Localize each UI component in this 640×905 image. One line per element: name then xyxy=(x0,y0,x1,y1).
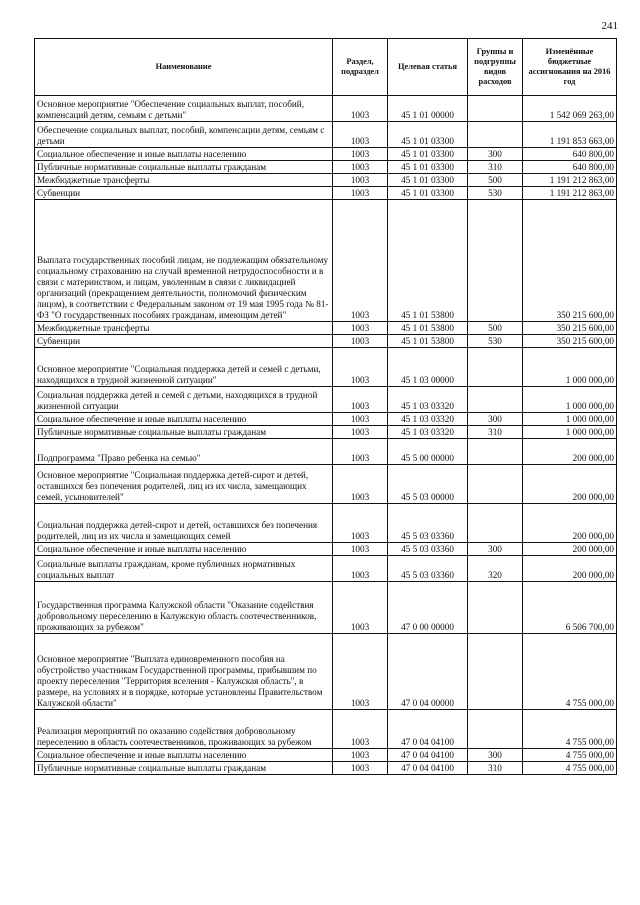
row-section-cell: 1003 xyxy=(333,148,388,161)
header-name: Наименование xyxy=(35,39,333,96)
row-article-cell: 45 1 01 03300 xyxy=(388,161,468,174)
row-section-cell: 1003 xyxy=(333,413,388,426)
row-name-cell: Социальная поддержка детей и семей с детьми, находящихся в трудной жизненной ситуации xyxy=(35,387,333,413)
table-row xyxy=(35,504,617,543)
row-article-cell: 45 5 03 03360 xyxy=(388,504,468,543)
row-section-cell: 1003 xyxy=(333,322,388,335)
row-section-cell: 1003 xyxy=(333,762,388,775)
row-article-cell: 45 1 01 03300 xyxy=(388,148,468,161)
row-name-cell: Публичные нормативные социальные выплаты гражданам xyxy=(35,762,333,775)
row-article-cell: 45 5 03 00000 xyxy=(388,465,468,504)
row-name-cell: Межбюджетные трансферты xyxy=(35,174,333,187)
row-name-cell: Выплата государственных пособий лицам, не подлежащим обязательному социальному страхованию на случай временной нетрудоспособности и в связи с материнством, и лицам, уволенным в связи с ликвидацией организаций (прекращением деятельности, полномочий физическим лицом), в соответствии с Федеральным законом от 19 мая 1995 года № 81-ФЗ "О государственных пособиях гражданам, имеющим детей" xyxy=(35,200,333,322)
row-section-cell: 1003 xyxy=(333,634,388,710)
row-article-cell: 45 1 01 00000 xyxy=(388,96,468,122)
row-section-cell: 1003 xyxy=(333,749,388,762)
row-section-cell: 1003 xyxy=(333,465,388,504)
header-article: Целевая статья xyxy=(388,39,468,96)
row-group-cell xyxy=(468,122,523,148)
row-amount-cell: 350 215 600,00 xyxy=(523,200,617,322)
row-amount-cell: 640 800,00 xyxy=(523,161,617,174)
row-name-cell: Обеспечение социальных выплат, пособий, компенсации детям, семьям с детьми xyxy=(35,122,333,148)
row-group-cell: 530 xyxy=(468,335,523,348)
row-name-cell: Основное мероприятие "Обеспечение социальных выплат, пособий, компенсаций детям, семьям с детьми" xyxy=(35,96,333,122)
row-group-cell xyxy=(468,634,523,710)
row-name-cell: Социальное обеспечение и иные выплаты населению xyxy=(35,749,333,762)
row-section-cell: 1003 xyxy=(333,504,388,543)
table-row xyxy=(35,187,617,200)
row-amount-cell: 1 000 000,00 xyxy=(523,426,617,439)
row-section-cell: 1003 xyxy=(333,200,388,322)
row-amount-cell: 1 542 069 263,00 xyxy=(523,96,617,122)
table-row xyxy=(35,413,617,426)
row-name-cell: Подпрограмма "Право ребенка на семью" xyxy=(35,439,333,465)
row-amount-cell: 4 755 000,00 xyxy=(523,749,617,762)
row-group-cell: 300 xyxy=(468,543,523,556)
row-article-cell: 45 1 01 53800 xyxy=(388,200,468,322)
row-group-cell xyxy=(468,439,523,465)
row-name-cell: Реализация мероприятий по оказанию содействия добровольному переселению в область соотечественников, проживающих за рубежом xyxy=(35,710,333,749)
table-row xyxy=(35,634,617,710)
row-section-cell: 1003 xyxy=(333,543,388,556)
row-group-cell: 300 xyxy=(468,413,523,426)
header-section: Раздел, подраздел xyxy=(333,39,388,96)
row-group-cell: 310 xyxy=(468,426,523,439)
table-row xyxy=(35,174,617,187)
row-name-cell: Основное мероприятие "Выплата единовременного пособия на обустройство участникам Государственной программы, прибывшим по проекту переселения "Территория вселения - Калужская область", в размере, на условиях и в порядке, которые установлены Правительством Калужской области" xyxy=(35,634,333,710)
row-group-cell xyxy=(468,504,523,543)
row-name-cell: Субвенции xyxy=(35,187,333,200)
row-name-cell: Публичные нормативные социальные выплаты гражданам xyxy=(35,161,333,174)
row-amount-cell: 6 506 700,00 xyxy=(523,582,617,634)
row-article-cell: 45 1 01 53800 xyxy=(388,322,468,335)
row-article-cell: 47 0 04 04100 xyxy=(388,749,468,762)
table-row xyxy=(35,200,617,322)
row-name-cell: Межбюджетные трансферты xyxy=(35,322,333,335)
row-amount-cell: 200 000,00 xyxy=(523,543,617,556)
row-article-cell: 45 1 01 03300 xyxy=(388,122,468,148)
row-article-cell: 45 1 01 03300 xyxy=(388,174,468,187)
row-article-cell: 45 1 03 03320 xyxy=(388,426,468,439)
row-name-cell: Социальная поддержка детей-сирот и детей, оставшихся без попечения родителей, лиц из их числа и замещающих семей xyxy=(35,504,333,543)
row-article-cell: 45 1 03 03320 xyxy=(388,413,468,426)
row-name-cell: Государственная программа Калужской области "Оказание содействия добровольному переселению в Калужскую область соотечественников, проживающих за рубежом" xyxy=(35,582,333,634)
row-amount-cell: 200 000,00 xyxy=(523,465,617,504)
table-row xyxy=(35,96,617,122)
row-amount-cell: 4 755 000,00 xyxy=(523,762,617,775)
row-group-cell: 300 xyxy=(468,148,523,161)
row-section-cell: 1003 xyxy=(333,335,388,348)
row-amount-cell: 200 000,00 xyxy=(523,504,617,543)
row-name-cell: Социальное обеспечение и иные выплаты населению xyxy=(35,148,333,161)
row-group-cell: 300 xyxy=(468,749,523,762)
row-name-cell: Субвенции xyxy=(35,335,333,348)
row-section-cell: 1003 xyxy=(333,96,388,122)
table-row xyxy=(35,426,617,439)
budget-table xyxy=(34,38,617,775)
row-amount-cell: 200 000,00 xyxy=(523,439,617,465)
header-group: Группы и подгруппы видов расходов xyxy=(468,39,523,96)
row-amount-cell: 1 000 000,00 xyxy=(523,348,617,387)
row-group-cell xyxy=(468,96,523,122)
row-amount-cell: 1 191 212 863,00 xyxy=(523,174,617,187)
row-amount-cell: 4 755 000,00 xyxy=(523,710,617,749)
row-amount-cell: 350 215 600,00 xyxy=(523,322,617,335)
row-amount-cell: 1 000 000,00 xyxy=(523,387,617,413)
row-article-cell: 47 0 04 00000 xyxy=(388,634,468,710)
row-group-cell xyxy=(468,348,523,387)
table-row xyxy=(35,543,617,556)
row-amount-cell: 4 755 000,00 xyxy=(523,634,617,710)
table-row xyxy=(35,335,617,348)
row-section-cell: 1003 xyxy=(333,161,388,174)
row-name-cell: Публичные нормативные социальные выплаты гражданам xyxy=(35,426,333,439)
row-group-cell xyxy=(468,200,523,322)
row-amount-cell: 1 191 212 863,00 xyxy=(523,187,617,200)
table-row xyxy=(35,322,617,335)
row-name-cell: Основное мероприятие "Социальная поддержка детей и семей с детьми, находящихся в трудной жизненной ситуации" xyxy=(35,348,333,387)
row-section-cell: 1003 xyxy=(333,387,388,413)
row-section-cell: 1003 xyxy=(333,122,388,148)
row-name-cell: Социальные выплаты гражданам, кроме публичных нормативных социальных выплат xyxy=(35,556,333,582)
row-name-cell: Социальное обеспечение и иные выплаты населению xyxy=(35,413,333,426)
row-group-cell: 530 xyxy=(468,187,523,200)
table-row xyxy=(35,465,617,504)
row-section-cell: 1003 xyxy=(333,556,388,582)
table-row xyxy=(35,439,617,465)
row-article-cell: 47 0 00 00000 xyxy=(388,582,468,634)
table-row xyxy=(35,710,617,749)
table-row xyxy=(35,148,617,161)
row-name-cell: Социальное обеспечение и иные выплаты населению xyxy=(35,543,333,556)
row-group-cell xyxy=(468,387,523,413)
row-amount-cell: 350 215 600,00 xyxy=(523,335,617,348)
row-section-cell: 1003 xyxy=(333,582,388,634)
row-section-cell: 1003 xyxy=(333,174,388,187)
row-group-cell xyxy=(468,582,523,634)
row-article-cell: 45 1 03 03320 xyxy=(388,387,468,413)
table-header-row xyxy=(35,39,617,96)
table-row xyxy=(35,762,617,775)
row-name-cell: Основное мероприятие "Социальная поддержка детей-сирот и детей, оставшихся без попечения родителей, лиц из их числа, замещающих семей, усыновителей" xyxy=(35,465,333,504)
header-amount: Изменённые бюджетные ассигнования на 2016 год xyxy=(523,39,617,96)
row-group-cell xyxy=(468,710,523,749)
row-section-cell: 1003 xyxy=(333,348,388,387)
row-article-cell: 45 5 00 00000 xyxy=(388,439,468,465)
row-section-cell: 1003 xyxy=(333,187,388,200)
row-amount-cell: 640 800,00 xyxy=(523,148,617,161)
row-group-cell: 310 xyxy=(468,762,523,775)
row-group-cell xyxy=(468,465,523,504)
row-article-cell: 45 5 03 03360 xyxy=(388,556,468,582)
row-group-cell: 310 xyxy=(468,161,523,174)
row-section-cell: 1003 xyxy=(333,426,388,439)
table-row xyxy=(35,122,617,148)
table-row xyxy=(35,749,617,762)
row-amount-cell: 200 000,00 xyxy=(523,556,617,582)
row-article-cell: 45 1 01 53800 xyxy=(388,335,468,348)
row-article-cell: 47 0 04 04100 xyxy=(388,710,468,749)
table-row xyxy=(35,161,617,174)
row-article-cell: 47 0 04 04100 xyxy=(388,762,468,775)
table-row xyxy=(35,348,617,387)
table-row xyxy=(35,387,617,413)
row-group-cell: 500 xyxy=(468,174,523,187)
row-article-cell: 45 1 03 00000 xyxy=(388,348,468,387)
page-number: 241 xyxy=(601,20,618,32)
row-amount-cell: 1 000 000,00 xyxy=(523,413,617,426)
row-section-cell: 1003 xyxy=(333,710,388,749)
table-row xyxy=(35,582,617,634)
row-group-cell: 500 xyxy=(468,322,523,335)
row-section-cell: 1003 xyxy=(333,439,388,465)
table-row xyxy=(35,556,617,582)
row-article-cell: 45 1 01 03300 xyxy=(388,187,468,200)
row-group-cell: 320 xyxy=(468,556,523,582)
row-amount-cell: 1 191 853 663,00 xyxy=(523,122,617,148)
row-article-cell: 45 5 03 03360 xyxy=(388,543,468,556)
